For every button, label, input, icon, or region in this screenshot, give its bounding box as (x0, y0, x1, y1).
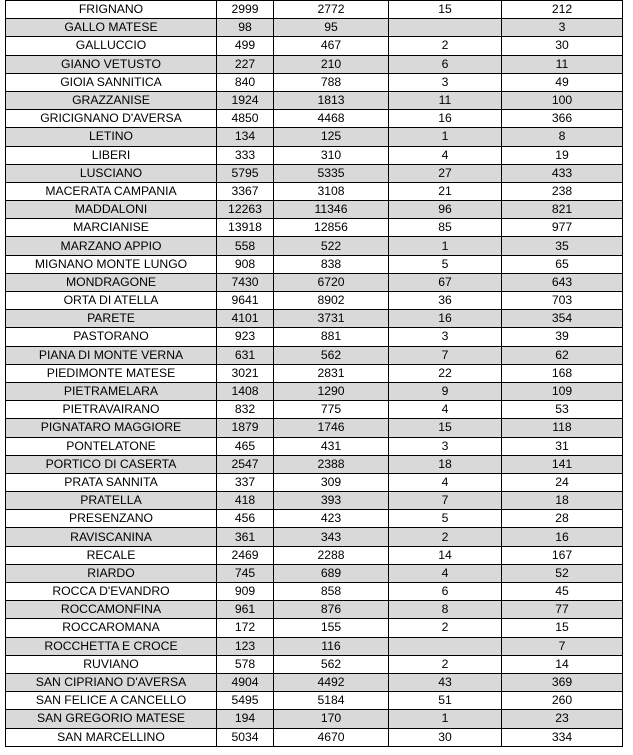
table-row (6, 364, 623, 382)
value-cell-1: 3021 (217, 364, 274, 382)
table-row (6, 601, 623, 619)
municipality-data-table (5, 0, 623, 747)
value-cell-1: 337 (217, 473, 274, 491)
municipality-name-cell: SAN MARCELLINO (6, 728, 217, 746)
value-cell-3: 7 (389, 492, 502, 510)
value-cell-3: 11 (389, 91, 502, 109)
value-cell-2: 4468 (274, 110, 389, 128)
value-cell-2: 2388 (274, 455, 389, 473)
municipality-name-cell: PASTORANO (6, 328, 217, 346)
value-cell-4: 16 (502, 528, 623, 546)
value-cell-4: 977 (502, 219, 623, 237)
value-cell-3: 15 (389, 419, 502, 437)
value-cell-1: 1879 (217, 419, 274, 437)
value-cell-3: 2 (389, 37, 502, 55)
municipality-name-cell: PIETRAVAIRANO (6, 401, 217, 419)
table-row (6, 182, 623, 200)
value-cell-2: 155 (274, 619, 389, 637)
table-row (6, 655, 623, 673)
value-cell-1: 908 (217, 255, 274, 273)
value-cell-1: 134 (217, 128, 274, 146)
value-cell-2: 522 (274, 237, 389, 255)
value-cell-3: 51 (389, 692, 502, 710)
value-cell-2: 3108 (274, 182, 389, 200)
value-cell-2: 876 (274, 601, 389, 619)
table-row (6, 528, 623, 546)
municipality-name-cell: PONTELATONE (6, 437, 217, 455)
value-cell-3: 30 (389, 728, 502, 746)
municipality-name-cell: FRIGNANO (6, 1, 217, 19)
value-cell-2: 562 (274, 346, 389, 364)
value-cell-4: 39 (502, 328, 623, 346)
value-cell-3: 9 (389, 382, 502, 400)
value-cell-3: 1 (389, 237, 502, 255)
municipality-name-cell: LETINO (6, 128, 217, 146)
value-cell-2: 1290 (274, 382, 389, 400)
value-cell-4: 53 (502, 401, 623, 419)
value-cell-4: 18 (502, 492, 623, 510)
table-row (6, 419, 623, 437)
value-cell-2: 4670 (274, 728, 389, 746)
value-cell-1: 1924 (217, 91, 274, 109)
value-cell-4: 354 (502, 310, 623, 328)
municipality-name-cell: PIGNATARO MAGGIORE (6, 419, 217, 437)
value-cell-1: 832 (217, 401, 274, 419)
table-row (6, 1, 623, 19)
table-row (6, 328, 623, 346)
table-row (6, 692, 623, 710)
value-cell-1: 4101 (217, 310, 274, 328)
value-cell-4: 167 (502, 546, 623, 564)
table-row (6, 55, 623, 73)
value-cell-4: 141 (502, 455, 623, 473)
value-cell-1: 5495 (217, 692, 274, 710)
value-cell-2: 467 (274, 37, 389, 55)
value-cell-1: 123 (217, 637, 274, 655)
municipality-name-cell: PARETE (6, 310, 217, 328)
value-cell-1: 456 (217, 510, 274, 528)
table-row (6, 564, 623, 582)
value-cell-1: 194 (217, 710, 274, 728)
value-cell-4: 3 (502, 19, 623, 37)
municipality-name-cell: MARCIANISE (6, 219, 217, 237)
municipality-name-cell: ROCCAMONFINA (6, 601, 217, 619)
value-cell-1: 578 (217, 655, 274, 673)
municipality-name-cell: MARZANO APPIO (6, 237, 217, 255)
municipality-name-cell: PRATELLA (6, 492, 217, 510)
municipality-name-cell: LIBERI (6, 146, 217, 164)
value-cell-2: 562 (274, 655, 389, 673)
table-row (6, 583, 623, 601)
value-cell-3: 2 (389, 655, 502, 673)
table-body (6, 1, 623, 747)
value-cell-4: 703 (502, 292, 623, 310)
value-cell-2: 116 (274, 637, 389, 655)
municipality-name-cell: PORTICO DI CASERTA (6, 455, 217, 473)
table-row (6, 546, 623, 564)
municipality-name-cell: ROCCA D'EVANDRO (6, 583, 217, 601)
table-row (6, 37, 623, 55)
value-cell-2: 210 (274, 55, 389, 73)
value-cell-4: 334 (502, 728, 623, 746)
table-row (6, 128, 623, 146)
value-cell-4: 14 (502, 655, 623, 673)
value-cell-2: 788 (274, 73, 389, 91)
value-cell-1: 631 (217, 346, 274, 364)
value-cell-3: 4 (389, 401, 502, 419)
value-cell-1: 499 (217, 37, 274, 55)
value-cell-3: 3 (389, 437, 502, 455)
value-cell-3: 4 (389, 146, 502, 164)
value-cell-1: 5795 (217, 164, 274, 182)
table-row (6, 437, 623, 455)
value-cell-1: 172 (217, 619, 274, 637)
municipality-name-cell: SAN CIPRIANO D'AVERSA (6, 673, 217, 691)
value-cell-3: 2 (389, 619, 502, 637)
value-cell-2: 11346 (274, 201, 389, 219)
table-row (6, 346, 623, 364)
table-row (6, 292, 623, 310)
value-cell-4: 62 (502, 346, 623, 364)
value-cell-3: 1 (389, 710, 502, 728)
value-cell-2: 2288 (274, 546, 389, 564)
value-cell-3: 6 (389, 55, 502, 73)
value-cell-4: 118 (502, 419, 623, 437)
table-row (6, 710, 623, 728)
value-cell-3: 85 (389, 219, 502, 237)
value-cell-1: 2469 (217, 546, 274, 564)
value-cell-1: 1408 (217, 382, 274, 400)
municipality-name-cell: RECALE (6, 546, 217, 564)
value-cell-2: 2772 (274, 1, 389, 19)
table-row (6, 310, 623, 328)
value-cell-3: 5 (389, 255, 502, 273)
value-cell-4: 100 (502, 91, 623, 109)
municipality-name-cell: GRICIGNANO D'AVERSA (6, 110, 217, 128)
table-row (6, 110, 623, 128)
value-cell-3: 3 (389, 328, 502, 346)
table-row (6, 637, 623, 655)
value-cell-2: 3731 (274, 310, 389, 328)
table-row (6, 255, 623, 273)
value-cell-4: 45 (502, 583, 623, 601)
value-cell-3: 43 (389, 673, 502, 691)
value-cell-1: 923 (217, 328, 274, 346)
value-cell-3: 27 (389, 164, 502, 182)
value-cell-2: 5335 (274, 164, 389, 182)
value-cell-1: 227 (217, 55, 274, 73)
value-cell-2: 5184 (274, 692, 389, 710)
table-row (6, 164, 623, 182)
value-cell-1: 7430 (217, 273, 274, 291)
value-cell-1: 840 (217, 73, 274, 91)
municipality-name-cell: PIETRAMELARA (6, 382, 217, 400)
value-cell-2: 170 (274, 710, 389, 728)
value-cell-2: 431 (274, 437, 389, 455)
value-cell-2: 689 (274, 564, 389, 582)
municipality-name-cell: MACERATA CAMPANIA (6, 182, 217, 200)
value-cell-1: 9641 (217, 292, 274, 310)
value-cell-1: 961 (217, 601, 274, 619)
value-cell-2: 6720 (274, 273, 389, 291)
value-cell-4: 49 (502, 73, 623, 91)
value-cell-4: 24 (502, 473, 623, 491)
table-row (6, 73, 623, 91)
value-cell-4: 260 (502, 692, 623, 710)
value-cell-2: 125 (274, 128, 389, 146)
municipality-name-cell: GALLO MATESE (6, 19, 217, 37)
table-row (6, 510, 623, 528)
value-cell-3: 36 (389, 292, 502, 310)
value-cell-4: 212 (502, 1, 623, 19)
value-cell-1: 2547 (217, 455, 274, 473)
value-cell-2: 310 (274, 146, 389, 164)
value-cell-4: 28 (502, 510, 623, 528)
value-cell-4: 65 (502, 255, 623, 273)
municipality-name-cell: ROCCHETTA E CROCE (6, 637, 217, 655)
value-cell-3: 16 (389, 110, 502, 128)
value-cell-3: 22 (389, 364, 502, 382)
value-cell-3: 7 (389, 346, 502, 364)
value-cell-1: 2999 (217, 1, 274, 19)
value-cell-3: 2 (389, 528, 502, 546)
value-cell-2: 1746 (274, 419, 389, 437)
municipality-name-cell: PIANA DI MONTE VERNA (6, 346, 217, 364)
municipality-name-cell: SAN FELICE A CANCELLO (6, 692, 217, 710)
value-cell-2: 838 (274, 255, 389, 273)
table-row (6, 91, 623, 109)
municipality-name-cell: GIOIA SANNITICA (6, 73, 217, 91)
municipality-name-cell: MONDRAGONE (6, 273, 217, 291)
value-cell-4: 11 (502, 55, 623, 73)
value-cell-3: 4 (389, 564, 502, 582)
value-cell-3: 16 (389, 310, 502, 328)
table-row (6, 728, 623, 746)
value-cell-1: 5034 (217, 728, 274, 746)
table-row (6, 219, 623, 237)
table-row (6, 473, 623, 491)
value-cell-3: 14 (389, 546, 502, 564)
table-row (6, 273, 623, 291)
value-cell-4: 433 (502, 164, 623, 182)
value-cell-2: 858 (274, 583, 389, 601)
value-cell-4: 30 (502, 37, 623, 55)
municipality-name-cell: GIANO VETUSTO (6, 55, 217, 73)
table-row (6, 619, 623, 637)
value-cell-1: 745 (217, 564, 274, 582)
value-cell-2: 775 (274, 401, 389, 419)
table-row (6, 19, 623, 37)
value-cell-2: 2831 (274, 364, 389, 382)
value-cell-4: 31 (502, 437, 623, 455)
value-cell-3: 21 (389, 182, 502, 200)
municipality-name-cell: RAVISCANINA (6, 528, 217, 546)
municipality-name-cell: ROCCAROMANA (6, 619, 217, 637)
value-cell-2: 1813 (274, 91, 389, 109)
table-row (6, 146, 623, 164)
value-cell-4: 7 (502, 637, 623, 655)
value-cell-4: 366 (502, 110, 623, 128)
table-row (6, 455, 623, 473)
value-cell-4: 15 (502, 619, 623, 637)
value-cell-1: 3367 (217, 182, 274, 200)
value-cell-3: 8 (389, 601, 502, 619)
value-cell-4: 77 (502, 601, 623, 619)
table-row (6, 382, 623, 400)
municipality-name-cell: SAN GREGORIO MATESE (6, 710, 217, 728)
value-cell-2: 4492 (274, 673, 389, 691)
value-cell-2: 95 (274, 19, 389, 37)
value-cell-3: 96 (389, 201, 502, 219)
municipality-name-cell: MIGNANO MONTE LUNGO (6, 255, 217, 273)
value-cell-1: 333 (217, 146, 274, 164)
value-cell-1: 4850 (217, 110, 274, 128)
value-cell-3: 1 (389, 128, 502, 146)
value-cell-4: 19 (502, 146, 623, 164)
value-cell-4: 23 (502, 710, 623, 728)
value-cell-3: 67 (389, 273, 502, 291)
value-cell-3: 5 (389, 510, 502, 528)
value-cell-4: 52 (502, 564, 623, 582)
municipality-name-cell: MADDALONI (6, 201, 217, 219)
value-cell-4: 369 (502, 673, 623, 691)
table-row (6, 237, 623, 255)
value-cell-2: 12856 (274, 219, 389, 237)
value-cell-1: 558 (217, 237, 274, 255)
value-cell-2: 309 (274, 473, 389, 491)
table-row (6, 492, 623, 510)
value-cell-4: 35 (502, 237, 623, 255)
value-cell-4: 821 (502, 201, 623, 219)
value-cell-1: 909 (217, 583, 274, 601)
municipality-name-cell: PRESENZANO (6, 510, 217, 528)
value-cell-3 (389, 637, 502, 655)
value-cell-1: 98 (217, 19, 274, 37)
table-row (6, 201, 623, 219)
value-cell-3: 4 (389, 473, 502, 491)
value-cell-3: 3 (389, 73, 502, 91)
municipality-name-cell: PIEDIMONTE MATESE (6, 364, 217, 382)
value-cell-2: 343 (274, 528, 389, 546)
value-cell-1: 361 (217, 528, 274, 546)
value-cell-1: 418 (217, 492, 274, 510)
municipality-name-cell: LUSCIANO (6, 164, 217, 182)
municipality-name-cell: GALLUCCIO (6, 37, 217, 55)
value-cell-4: 109 (502, 382, 623, 400)
value-cell-3: 18 (389, 455, 502, 473)
municipality-name-cell: GRAZZANISE (6, 91, 217, 109)
value-cell-1: 12263 (217, 201, 274, 219)
value-cell-1: 13918 (217, 219, 274, 237)
table-row (6, 401, 623, 419)
value-cell-2: 393 (274, 492, 389, 510)
value-cell-2: 8902 (274, 292, 389, 310)
table-row (6, 673, 623, 691)
value-cell-2: 881 (274, 328, 389, 346)
value-cell-4: 643 (502, 273, 623, 291)
municipality-name-cell: ORTA DI ATELLA (6, 292, 217, 310)
value-cell-3 (389, 19, 502, 37)
value-cell-2: 423 (274, 510, 389, 528)
value-cell-1: 4904 (217, 673, 274, 691)
municipality-name-cell: PRATA SANNITA (6, 473, 217, 491)
value-cell-4: 168 (502, 364, 623, 382)
value-cell-1: 465 (217, 437, 274, 455)
value-cell-4: 238 (502, 182, 623, 200)
municipality-name-cell: RIARDO (6, 564, 217, 582)
value-cell-3: 15 (389, 1, 502, 19)
value-cell-4: 8 (502, 128, 623, 146)
municipality-name-cell: RUVIANO (6, 655, 217, 673)
value-cell-3: 6 (389, 583, 502, 601)
